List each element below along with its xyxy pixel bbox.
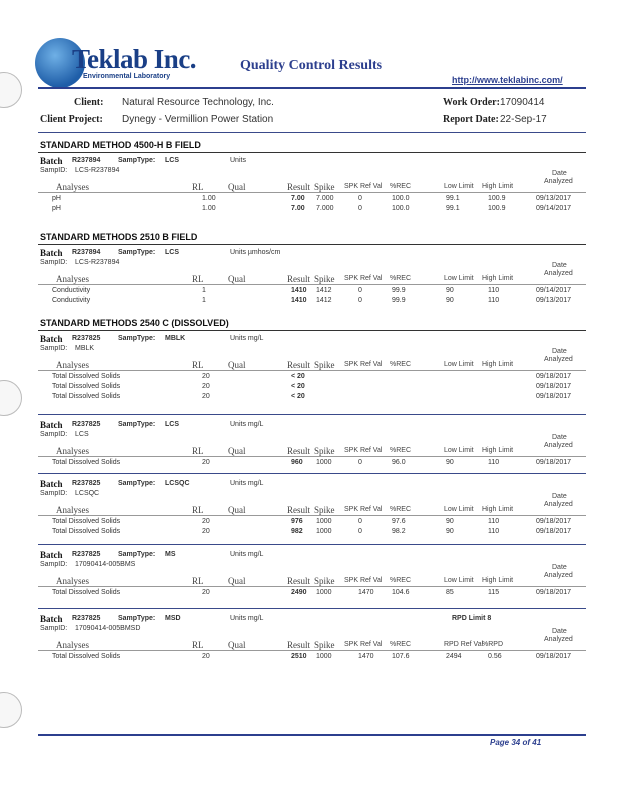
sampid-label: SampID:: [40, 431, 68, 438]
col-result: Result: [287, 274, 311, 284]
col-high: %RPD: [482, 641, 504, 648]
col-analyzed: Analyzed: [544, 501, 573, 508]
batch-label: Batch: [40, 614, 63, 624]
col-result: Result: [287, 446, 311, 456]
col-qual: Qual: [228, 446, 246, 456]
cell-analyte: pH: [52, 195, 61, 202]
cell-analyte: Total Dissolved Solids: [52, 589, 121, 596]
company-logo: Teklab Inc.: [72, 44, 197, 74]
cell-rec: 99.9: [392, 297, 406, 304]
section-title: STANDARD METHOD 4500-H B FIELD: [40, 140, 201, 150]
work-order-value: 17090414: [500, 97, 545, 108]
cell-rl: 1: [202, 297, 206, 304]
header-rule: [38, 456, 586, 457]
col-analyses: Analyses: [56, 576, 89, 586]
cell-spike: 1412: [316, 287, 332, 294]
col-analyses: Analyses: [56, 360, 89, 370]
col-qual: Qual: [228, 182, 246, 192]
client-value: Natural Resource Technology, Inc.: [122, 97, 274, 108]
cell-high: 110: [488, 297, 500, 304]
col-low: Low Limit: [444, 275, 474, 282]
cell-spk-ref: 0: [358, 297, 362, 304]
col-spike: Spike: [314, 274, 335, 284]
col-low: Low Limit: [444, 447, 474, 454]
cell-rl: 20: [202, 383, 210, 390]
units-label: Units µmhos/cm: [230, 249, 281, 256]
col-qual: Qual: [228, 576, 246, 586]
col-low: Low Limit: [444, 361, 474, 368]
sampid-label: SampID:: [40, 345, 68, 352]
sampid-label: SampID:: [40, 561, 68, 568]
sampid-value: LCS-R237894: [75, 167, 120, 174]
col-spike: Spike: [314, 360, 335, 370]
sampid-value: LCS-R237894: [75, 259, 120, 266]
company-subtitle: Environmental Laboratory: [83, 73, 171, 80]
rpd-limit: RPD Limit 8: [452, 615, 492, 622]
col-qual: Qual: [228, 274, 246, 284]
units-label: Units mg/L: [230, 335, 264, 342]
section-divider: [38, 152, 586, 153]
col-low: Low Limit: [444, 577, 474, 584]
cell-low: 2494: [446, 653, 462, 660]
samptype-value: LCS: [165, 157, 179, 164]
batch-label: Batch: [40, 248, 63, 258]
cell-analyte: Total Dissolved Solids: [52, 459, 121, 466]
batch-id: R237894: [72, 249, 101, 256]
col-date: Date: [552, 434, 567, 441]
cell-result: < 20: [291, 373, 305, 380]
cell-low: 90: [446, 518, 454, 525]
cell-date: 09/18/2017: [536, 383, 572, 390]
cell-rec: 104.6: [392, 589, 410, 596]
sampid-value: MBLK: [75, 345, 95, 352]
section-title: STANDARD METHODS 2540 C (DISSOLVED): [40, 318, 229, 328]
col-rec: %REC: [390, 641, 412, 648]
cell-rl: 1.00: [202, 205, 216, 212]
col-high: High Limit: [482, 275, 514, 282]
cell-rl: 20: [202, 459, 210, 466]
col-spike: Spike: [314, 576, 335, 586]
samptype-value: MSD: [165, 615, 181, 622]
col-date: Date: [552, 348, 567, 355]
cell-rec: 96.0: [392, 459, 406, 466]
cell-analyte: Total Dissolved Solids: [52, 653, 121, 660]
col-spk-ref: SPK Ref Val: [344, 506, 383, 513]
col-qual: Qual: [228, 505, 246, 515]
cell-date: 09/13/2017: [536, 297, 572, 304]
col-rec: %REC: [390, 506, 412, 513]
cell-low: 99.1: [446, 195, 460, 202]
sampid-value: LCS: [75, 431, 89, 438]
samptype-value: MS: [165, 551, 176, 558]
website-link[interactable]: http://www.teklabinc.com/: [452, 75, 563, 85]
batch-id: R237825: [72, 335, 101, 342]
cell-date: 09/18/2017: [536, 589, 572, 596]
samptype-label: SampType:: [118, 421, 156, 428]
col-spike: Spike: [314, 505, 335, 515]
cell-rl: 1: [202, 287, 206, 294]
samptype-label: SampType:: [118, 551, 156, 558]
cell-high: 110: [488, 459, 500, 466]
col-rl: RL: [192, 446, 204, 456]
client-label: Client:: [74, 97, 104, 108]
col-spk-ref: SPK Ref Val: [344, 275, 383, 282]
sampid-label: SampID:: [40, 625, 68, 632]
col-spk-ref: SPK Ref Val: [344, 183, 383, 190]
col-qual: Qual: [228, 640, 246, 650]
cell-spike: 7.000: [316, 195, 334, 202]
col-high: High Limit: [482, 577, 514, 584]
cell-spike: 1000: [316, 589, 332, 596]
section-title: STANDARD METHODS 2510 B FIELD: [40, 232, 198, 242]
batch-label: Batch: [40, 420, 63, 430]
units-label: Units: [230, 157, 246, 164]
batch-label: Batch: [40, 156, 63, 166]
cell-spk-ref: 0: [358, 518, 362, 525]
cell-analyte: Total Dissolved Solids: [52, 528, 121, 535]
cell-result: 976: [291, 518, 303, 525]
header-rule: [38, 192, 586, 193]
cell-analyte: Total Dissolved Solids: [52, 383, 121, 390]
col-analyzed: Analyzed: [544, 636, 573, 643]
cell-result: 2490: [291, 589, 307, 596]
cell-spk-ref: 0: [358, 528, 362, 535]
batch-divider: [38, 473, 586, 474]
batch-id: R237825: [72, 480, 101, 487]
batch-label: Batch: [40, 550, 63, 560]
col-analyzed: Analyzed: [544, 356, 573, 363]
units-label: Units mg/L: [230, 480, 264, 487]
col-low: RPD Ref Val: [444, 641, 484, 648]
col-result: Result: [287, 640, 311, 650]
cell-date: 09/18/2017: [536, 653, 572, 660]
batch-id: R237894: [72, 157, 101, 164]
cell-result: < 20: [291, 393, 305, 400]
header-divider: [38, 87, 586, 89]
col-rl: RL: [192, 576, 204, 586]
cell-result: < 20: [291, 383, 305, 390]
cell-result: 960: [291, 459, 303, 466]
sampid-label: SampID:: [40, 167, 68, 174]
col-rec: %REC: [390, 447, 412, 454]
cell-date: 09/18/2017: [536, 373, 572, 380]
cell-low: 90: [446, 528, 454, 535]
samptype-label: SampType:: [118, 480, 156, 487]
col-rec: %REC: [390, 577, 412, 584]
col-qual: Qual: [228, 360, 246, 370]
cell-rec: 100.0: [392, 205, 410, 212]
cell-analyte: pH: [52, 205, 61, 212]
col-date: Date: [552, 493, 567, 500]
col-low: Low Limit: [444, 183, 474, 190]
section-divider: [38, 330, 586, 331]
col-spk-ref: SPK Ref Val: [344, 577, 383, 584]
samptype-value: LCSQC: [165, 480, 190, 487]
section-divider: [38, 244, 586, 245]
cell-rl: 20: [202, 518, 210, 525]
col-analyzed: Analyzed: [544, 572, 573, 579]
samptype-value: LCS: [165, 421, 179, 428]
cell-analyte: Total Dissolved Solids: [52, 373, 121, 380]
header-rule: [38, 586, 586, 587]
batch-label: Batch: [40, 334, 63, 344]
cell-spike: 1000: [316, 518, 332, 525]
cell-result: 1410: [291, 287, 307, 294]
col-rec: %REC: [390, 361, 412, 368]
page-number: Page 34 of 41: [490, 738, 542, 747]
cell-high: 115: [488, 589, 500, 596]
col-high: High Limit: [482, 183, 514, 190]
cell-spike: 1000: [316, 528, 332, 535]
cell-date: 09/14/2017: [536, 287, 572, 294]
cell-spike: 1412: [316, 297, 332, 304]
col-high: High Limit: [482, 361, 514, 368]
cell-high: 0.56: [488, 653, 502, 660]
samptype-label: SampType:: [118, 249, 156, 256]
cell-low: 99.1: [446, 205, 460, 212]
cell-spike: 1000: [316, 459, 332, 466]
col-rl: RL: [192, 640, 204, 650]
cell-spike: 7.000: [316, 205, 334, 212]
col-result: Result: [287, 360, 311, 370]
cell-high: 110: [488, 528, 500, 535]
units-label: Units mg/L: [230, 615, 264, 622]
cell-date: 09/18/2017: [536, 393, 572, 400]
col-spike: Spike: [314, 446, 335, 456]
cell-date: 09/13/2017: [536, 195, 572, 202]
col-high: High Limit: [482, 506, 514, 513]
work-order-label: Work Order:: [443, 97, 500, 108]
cell-analyte: Conductivity: [52, 287, 91, 294]
batch-divider: [38, 544, 586, 545]
samptype-label: SampType:: [118, 615, 156, 622]
batch-label: Batch: [40, 479, 63, 489]
units-label: Units mg/L: [230, 421, 264, 428]
sampid-value: 17090414-005BMS: [75, 561, 136, 568]
col-spike: Spike: [314, 182, 335, 192]
samptype-label: SampType:: [118, 157, 156, 164]
cell-spk-ref: 1470: [358, 589, 374, 596]
cell-low: 90: [446, 459, 454, 466]
col-spk-ref: SPK Ref Val: [344, 447, 383, 454]
cell-rl: 20: [202, 393, 210, 400]
col-spike: Spike: [314, 640, 335, 650]
col-analyses: Analyses: [56, 446, 89, 456]
cell-rec: 100.0: [392, 195, 410, 202]
col-result: Result: [287, 505, 311, 515]
cell-date: 09/18/2017: [536, 459, 572, 466]
col-rec: %REC: [390, 183, 412, 190]
col-analyzed: Analyzed: [544, 442, 573, 449]
report-date-value: 22-Sep-17: [500, 114, 547, 125]
col-low: Low Limit: [444, 506, 474, 513]
col-spk-ref: SPK Ref Val: [344, 361, 383, 368]
header-rule: [38, 650, 586, 651]
cell-result: 2510: [291, 653, 307, 660]
batch-divider: [38, 608, 586, 609]
col-analyses: Analyses: [56, 274, 89, 284]
col-date: Date: [552, 564, 567, 571]
header-rule: [38, 284, 586, 285]
batch-id: R237825: [72, 615, 101, 622]
col-high: High Limit: [482, 447, 514, 454]
cell-date: 09/14/2017: [536, 205, 572, 212]
punch-hole: [0, 692, 22, 728]
col-analyses: Analyses: [56, 182, 89, 192]
sampid-label: SampID:: [40, 490, 68, 497]
cell-rec: 107.6: [392, 653, 410, 660]
col-rl: RL: [192, 274, 204, 284]
col-rl: RL: [192, 182, 204, 192]
cell-result: 7.00: [291, 195, 305, 202]
col-rl: RL: [192, 360, 204, 370]
cell-high: 110: [488, 287, 500, 294]
batch-id: R237825: [72, 421, 101, 428]
col-result: Result: [287, 576, 311, 586]
cell-low: 85: [446, 589, 454, 596]
cell-high: 100.9: [488, 205, 506, 212]
col-result: Result: [287, 182, 311, 192]
units-label: Units mg/L: [230, 551, 264, 558]
col-date: Date: [552, 262, 567, 269]
cell-low: 90: [446, 287, 454, 294]
cell-date: 09/18/2017: [536, 518, 572, 525]
samptype-label: SampType:: [118, 335, 156, 342]
cell-high: 110: [488, 518, 500, 525]
sampid-label: SampID:: [40, 259, 68, 266]
cell-rl: 20: [202, 528, 210, 535]
cell-date: 09/18/2017: [536, 528, 572, 535]
cell-rl: 20: [202, 653, 210, 660]
cell-result: 1410: [291, 297, 307, 304]
col-analyzed: Analyzed: [544, 178, 573, 185]
cell-high: 100.9: [488, 195, 506, 202]
cell-result: 982: [291, 528, 303, 535]
col-analyzed: Analyzed: [544, 270, 573, 277]
cell-rl: 1.00: [202, 195, 216, 202]
cell-spk-ref: 0: [358, 205, 362, 212]
header-rule: [38, 515, 586, 516]
col-rl: RL: [192, 505, 204, 515]
sampid-value: 17090414-005BMSD: [75, 625, 141, 632]
cell-rl: 20: [202, 589, 210, 596]
header-rule: [38, 370, 586, 371]
batch-id: R237825: [72, 551, 101, 558]
col-spk-ref: SPK Ref Val: [344, 641, 383, 648]
batch-divider: [38, 414, 586, 415]
cell-analyte: Total Dissolved Solids: [52, 393, 121, 400]
samptype-value: LCS: [165, 249, 179, 256]
punch-hole: [0, 380, 22, 416]
col-analyses: Analyses: [56, 640, 89, 650]
cell-low: 90: [446, 297, 454, 304]
col-date: Date: [552, 170, 567, 177]
cell-rec: 99.9: [392, 287, 406, 294]
cell-rl: 20: [202, 373, 210, 380]
page-title: Quality Control Results: [240, 58, 383, 73]
cell-spk-ref: 0: [358, 195, 362, 202]
col-rec: %REC: [390, 275, 412, 282]
cell-rec: 98.2: [392, 528, 406, 535]
col-date: Date: [552, 628, 567, 635]
cell-spk-ref: 1470: [358, 653, 374, 660]
col-analyses: Analyses: [56, 505, 89, 515]
cell-analyte: Conductivity: [52, 297, 91, 304]
project-label: Client Project:: [40, 114, 103, 125]
punch-hole: [0, 72, 22, 108]
cell-analyte: Total Dissolved Solids: [52, 518, 121, 525]
samptype-value: MBLK: [165, 335, 186, 342]
footer-divider: [38, 734, 586, 736]
cell-spk-ref: 0: [358, 459, 362, 466]
cell-spike: 1000: [316, 653, 332, 660]
cell-rec: 97.6: [392, 518, 406, 525]
report-date-label: Report Date:: [443, 114, 499, 125]
cell-spk-ref: 0: [358, 287, 362, 294]
project-value: Dynegy - Vermillion Power Station: [122, 114, 274, 125]
sampid-value: LCSQC: [75, 490, 100, 497]
header-divider-2: [38, 132, 586, 133]
cell-result: 7.00: [291, 205, 305, 212]
